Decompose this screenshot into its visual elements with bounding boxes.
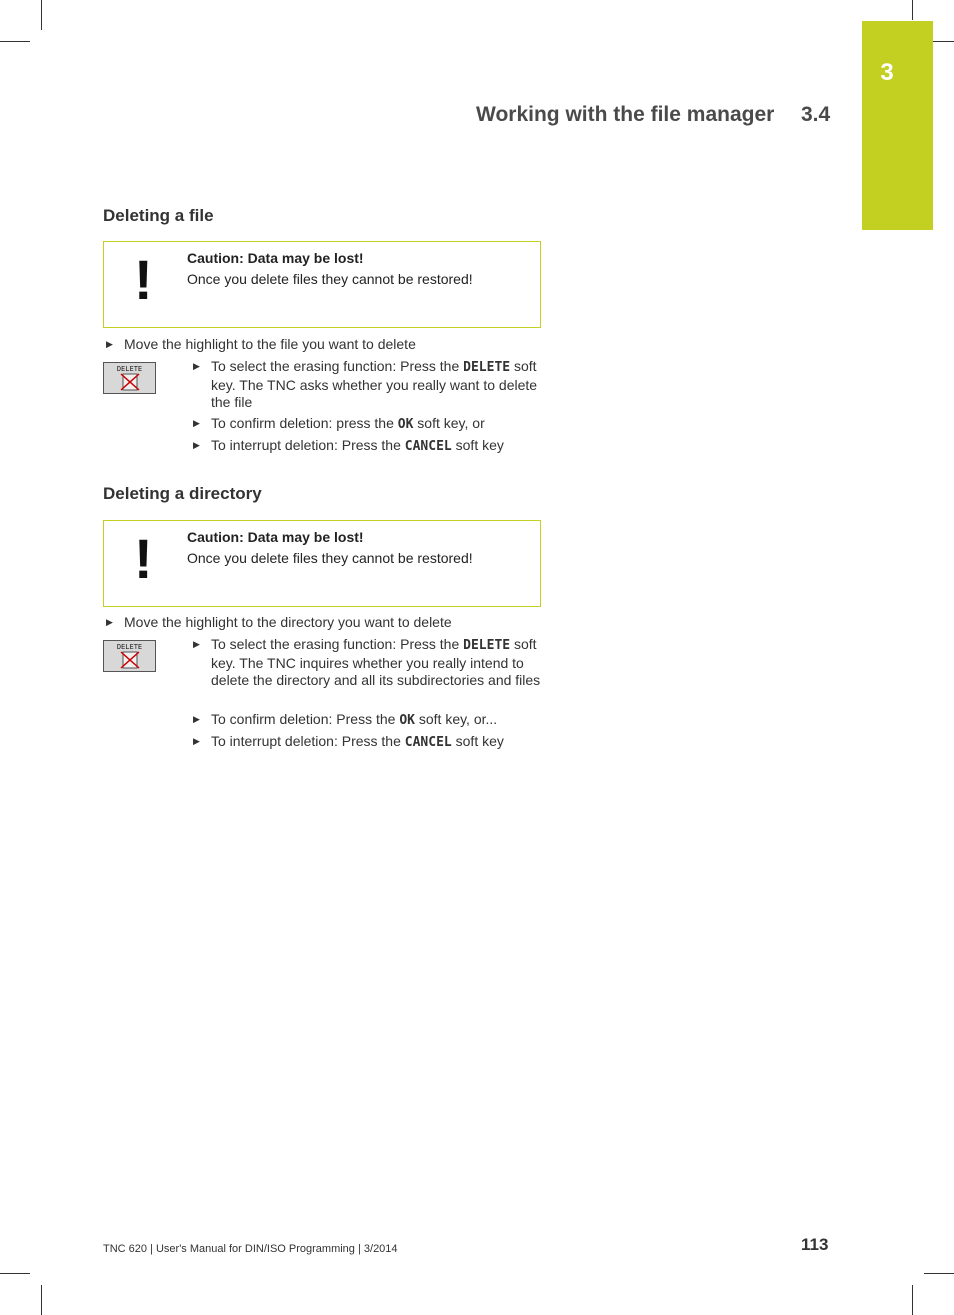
cross-file-icon — [120, 373, 140, 391]
running-header-title: Working with the file manager — [476, 103, 775, 126]
chapter-number: 3 — [880, 59, 894, 86]
step-item: ▶ To confirm deletion: press the OK soft key, or — [193, 415, 485, 432]
step-item: ▶ To select the erasing function: Press the DELETE soft key. The TNC inquires whether you really intend to delete the directory and all its subdirectories and files — [193, 636, 541, 688]
step-item: ▶ To select the erasing function: Press the DELETE soft key. The TNC asks whether you really want to delete the file — [193, 358, 538, 410]
step-item: ▶ To interrupt deletion: Press the CANCEL soft key — [193, 733, 504, 750]
caution-title: Caution: Data may be lost! — [187, 250, 364, 266]
section-heading: Deleting a file — [103, 206, 214, 225]
crop-mark — [41, 0, 42, 30]
bullet-arrow-icon: ▶ — [106, 339, 113, 349]
footer-text: TNC 620 | User's Manual for DIN/ISO Programming | 3/2014 — [103, 1243, 398, 1255]
section-heading: Deleting a directory — [103, 484, 262, 503]
crop-mark — [912, 1285, 913, 1315]
exclamation-icon: ! — [134, 248, 153, 311]
bullet-arrow-icon: ▶ — [193, 418, 200, 428]
intro-step: ▶ Move the highlight to the file you want to delete — [106, 336, 416, 352]
exclamation-icon: ! — [134, 527, 153, 590]
bullet-arrow-icon: ▶ — [193, 639, 200, 649]
cross-file-icon — [120, 651, 140, 669]
crop-mark — [924, 1273, 954, 1274]
bullet-arrow-icon: ▶ — [106, 617, 113, 627]
intro-step: ▶ Move the highlight to the directory you want to delete — [106, 614, 452, 630]
chapter-tab — [862, 21, 933, 230]
crop-mark — [0, 41, 30, 42]
bullet-arrow-icon: ▶ — [193, 736, 200, 746]
caution-text: Once you delete files they cannot be restored! — [187, 271, 473, 287]
step-item: ▶ To interrupt deletion: Press the CANCEL soft key — [193, 437, 504, 454]
delete-softkey-icon: DELETE — [103, 640, 156, 672]
crop-mark — [0, 1273, 30, 1274]
delete-softkey-icon: DELETE — [103, 362, 156, 394]
step-item: ▶ To confirm deletion: Press the OK soft key, or... — [193, 711, 498, 728]
bullet-arrow-icon: ▶ — [193, 714, 200, 724]
bullet-arrow-icon: ▶ — [193, 361, 200, 371]
caution-text: Once you delete files they cannot be restored! — [187, 550, 473, 566]
page-number: 113 — [801, 1235, 829, 1254]
caution-title: Caution: Data may be lost! — [187, 529, 364, 545]
caution-box — [103, 241, 541, 328]
running-header-section: 3.4 — [801, 103, 831, 126]
crop-mark — [912, 0, 913, 20]
crop-mark — [41, 1285, 42, 1315]
bullet-arrow-icon: ▶ — [193, 440, 200, 450]
caution-box — [103, 520, 541, 607]
